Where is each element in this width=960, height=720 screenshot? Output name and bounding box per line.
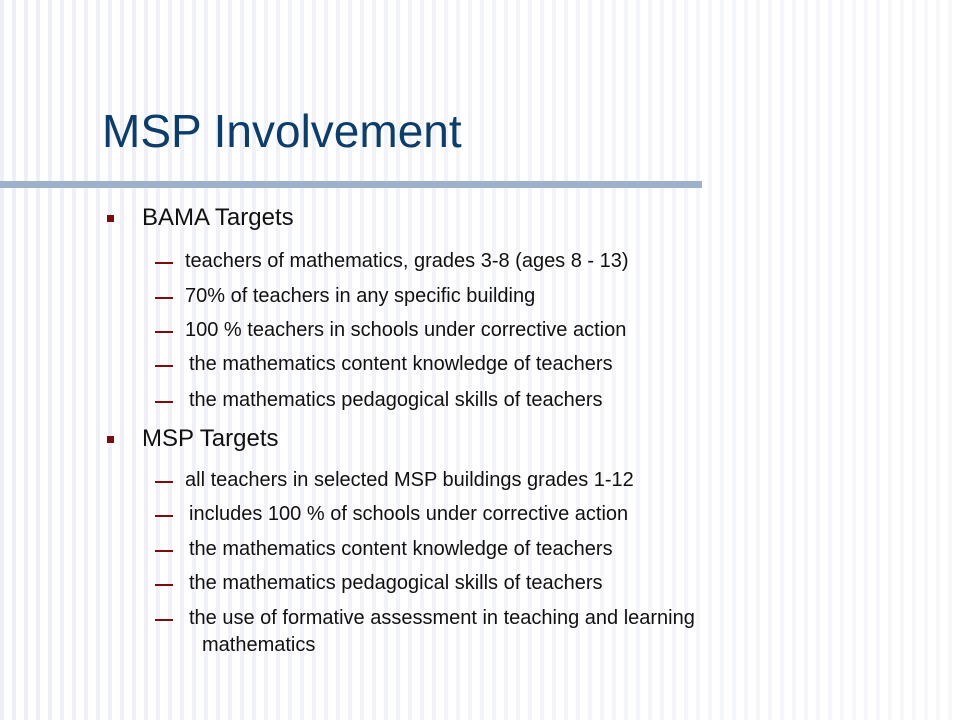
title-underline — [0, 181, 702, 188]
sub-item-text: 70% of teachers in any specific building — [185, 285, 536, 307]
sub-item — [189, 503, 628, 526]
dash-bullet-icon — [155, 331, 173, 333]
sub-item — [189, 353, 613, 376]
bullet-bama-targets — [142, 204, 294, 232]
sub-item — [189, 389, 603, 412]
sub-item-text: the mathematics pedagogical skills of teachers — [189, 572, 603, 594]
dash-bullet-icon — [155, 481, 173, 483]
sub-item-continuation: mathematics — [202, 634, 316, 656]
bullet-text: BAMA Targets — [142, 204, 294, 231]
sub-item — [189, 538, 613, 561]
dash-bullet-icon — [155, 262, 173, 264]
dash-bullet-icon — [155, 550, 173, 552]
sub-item-text: the mathematics content knowledge of teachers — [189, 538, 613, 560]
dash-bullet-icon — [155, 365, 173, 367]
sub-item-text: all teachers in selected MSP buildings grades 1-12 — [185, 469, 634, 491]
square-bullet-icon — [107, 436, 114, 443]
sub-item — [185, 285, 535, 308]
dash-bullet-icon — [155, 401, 173, 403]
sub-item-text: the use of formative assessment in teaching and learning — [189, 607, 695, 629]
sub-item-text: teachers of mathematics, grades 3-8 (ages 8 - 13) — [185, 250, 629, 272]
sub-item-text: includes 100 % of schools under corrective action — [189, 503, 629, 525]
dash-bullet-icon — [155, 515, 173, 517]
dash-bullet-icon — [155, 297, 173, 299]
dash-bullet-icon — [155, 619, 173, 621]
sub-item-text: 100 % teachers in schools under corrective action — [185, 319, 627, 341]
sub-item — [185, 469, 634, 492]
bullet-msp-targets — [142, 425, 279, 453]
square-bullet-icon — [107, 215, 114, 222]
sub-item — [189, 572, 603, 595]
sub-item — [189, 607, 695, 630]
sub-item-text: the mathematics pedagogical skills of teachers — [189, 389, 603, 411]
slide-title: MSP Involvement — [102, 105, 462, 157]
sub-item — [185, 250, 629, 273]
sub-item-text: the mathematics content knowledge of teachers — [189, 353, 613, 375]
sub-item — [185, 319, 626, 342]
dash-bullet-icon — [155, 584, 173, 586]
bullet-text: MSP Targets — [142, 425, 279, 452]
